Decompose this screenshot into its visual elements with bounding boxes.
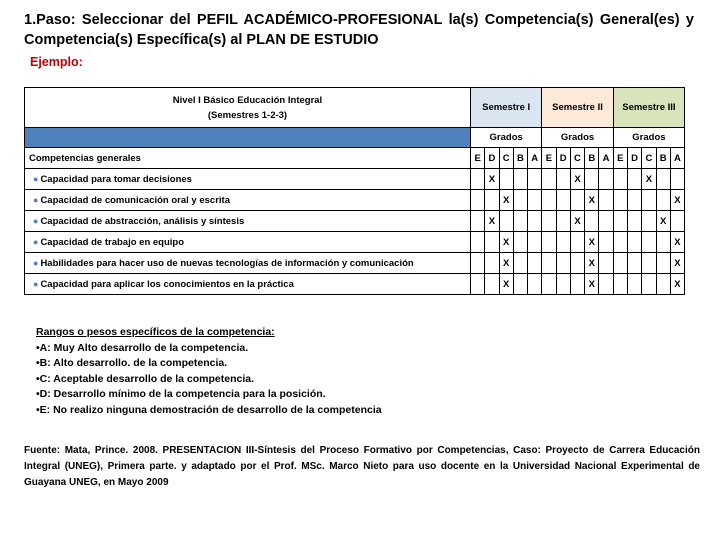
grade-mark-cell: X (670, 274, 684, 295)
range-item-c: •C: Aceptable desarrollo de la competencia. (36, 372, 255, 385)
semester-1-header: Semestre I (471, 88, 542, 128)
grade-letter: C (570, 148, 584, 169)
grade-mark-cell (613, 274, 627, 295)
grados-1: Grados (471, 128, 542, 148)
grade-mark-cell (513, 211, 527, 232)
grade-mark-cell (485, 274, 499, 295)
competency-label: Capacidad de abstracción, análisis y síntesis (40, 215, 245, 227)
grade-mark-cell: X (570, 211, 584, 232)
grade-mark-cell (471, 211, 485, 232)
grade-mark-cell (556, 190, 570, 211)
nivel-line-1: Nivel I Básico Educación Integral (172, 94, 323, 106)
grade-mark-cell (542, 190, 556, 211)
grade-mark-cell: X (585, 253, 599, 274)
grados-3: Grados (613, 128, 684, 148)
competency-row (25, 232, 685, 253)
grade-mark-cell (471, 190, 485, 211)
grade-mark-cell: X (570, 169, 584, 190)
grade-mark-cell (570, 274, 584, 295)
grade-mark-cell (556, 232, 570, 253)
grade-mark-cell: X (656, 211, 670, 232)
competency-row (25, 211, 685, 232)
grade-mark-cell (627, 190, 641, 211)
grade-letter: A (528, 148, 542, 169)
grade-mark-cell: X (485, 169, 499, 190)
grade-mark-cell: X (585, 190, 599, 211)
competency-row (25, 274, 685, 295)
grade-letter: E (542, 148, 556, 169)
competencies-table (24, 87, 685, 295)
grade-mark-cell (542, 211, 556, 232)
grade-mark-cell (585, 211, 599, 232)
grade-mark-cell (642, 253, 656, 274)
grade-mark-cell (485, 253, 499, 274)
range-item-d: •D: Desarrollo mínimo de la competencia para la posición. (36, 388, 326, 401)
grade-mark-cell (656, 274, 670, 295)
grade-mark-cell (613, 169, 627, 190)
grade-letter: D (485, 148, 499, 169)
competency-label-cell (25, 190, 471, 211)
competency-label-cell (25, 274, 471, 295)
grade-mark-cell (656, 169, 670, 190)
grade-mark-cell (542, 232, 556, 253)
nivel-line-2: (Semestres 1-2-3) (207, 109, 288, 121)
ranges-title: Rangos o pesos específicos de la competencia: (36, 326, 275, 338)
grade-mark-cell: X (499, 253, 513, 274)
grade-mark-cell (613, 211, 627, 232)
grade-mark-cell (570, 253, 584, 274)
grade-mark-cell (471, 169, 485, 190)
grade-mark-cell (513, 169, 527, 190)
bullet-icon: ● (33, 215, 39, 226)
source-citation: Fuente: Mata, Prince. 2008. PRESENTACION III-Síntesis del Proceso Formativo por Competencias, Caso: Proyecto de Carrera Educación Integral (UNEG), Primera parte. y adaptado por el Prof. MSc. Marco Nieto para uso docente en la Universidad Nacional Experimental de Guayana UNEG, en Mayo 2009 (24, 445, 700, 488)
grados-row (25, 128, 685, 148)
grade-mark-cell (613, 190, 627, 211)
grade-mark-cell (499, 169, 513, 190)
grade-mark-cell (627, 169, 641, 190)
grade-mark-cell (513, 232, 527, 253)
grade-mark-cell (613, 232, 627, 253)
grade-letter: C (499, 148, 513, 169)
competency-row (25, 253, 685, 274)
semester-3-header: Semestre III (613, 88, 684, 128)
grade-mark-cell: X (585, 232, 599, 253)
grade-mark-cell (599, 211, 613, 232)
semester-2-header: Semestre II (542, 88, 613, 128)
bullet-icon: ● (33, 173, 39, 184)
competency-row (25, 169, 685, 190)
grade-letter: D (627, 148, 641, 169)
grade-mark-cell (627, 232, 641, 253)
grade-letter: B (585, 148, 599, 169)
grade-mark-cell (599, 274, 613, 295)
bullet-icon: ● (33, 236, 39, 247)
grade-mark-cell: X (499, 274, 513, 295)
grade-mark-cell (670, 211, 684, 232)
range-item-b: •B: Alto desarrollo. de la competencia. (36, 357, 228, 370)
grade-mark-cell (642, 274, 656, 295)
grade-mark-cell (528, 211, 542, 232)
grade-mark-cell: X (485, 211, 499, 232)
grade-mark-cell (627, 253, 641, 274)
grade-mark-cell (528, 253, 542, 274)
competency-label: Capacidad de comunicación oral y escrita (40, 194, 230, 206)
grade-mark-cell: X (585, 274, 599, 295)
competency-label-cell (25, 253, 471, 274)
nivel-cell (25, 88, 471, 128)
competency-label-cell (25, 232, 471, 253)
grade-mark-cell (656, 232, 670, 253)
grade-mark-cell (513, 274, 527, 295)
competency-label-cell (25, 211, 471, 232)
competency-label-cell (25, 169, 471, 190)
grade-mark-cell: X (670, 253, 684, 274)
grade-letter: C (642, 148, 656, 169)
grade-letter: B (513, 148, 527, 169)
competency-label: Capacidad para tomar decisiones (40, 173, 192, 185)
grade-mark-cell (528, 274, 542, 295)
table-header-row (25, 88, 685, 128)
grade-mark-cell (599, 190, 613, 211)
step-heading: 1.Paso: Seleccionar del PEFIL ACADÉMICO-PROFESIONAL la(s) Competencia(s) General(es) y Competencia(s) Específica(s) al PLAN DE ESTUDIO (24, 12, 694, 48)
ranges-block (36, 325, 382, 419)
grade-letter: E (471, 148, 485, 169)
grade-mark-cell (542, 274, 556, 295)
grade-mark-cell (599, 253, 613, 274)
grade-letter: E (613, 148, 627, 169)
grade-mark-cell (485, 190, 499, 211)
competencias-generales-label: Competencias generales (25, 148, 471, 169)
grade-mark-cell (627, 274, 641, 295)
grade-mark-cell (513, 190, 527, 211)
grade-mark-cell (542, 169, 556, 190)
grade-mark-cell (513, 253, 527, 274)
grade-mark-cell (499, 211, 513, 232)
grade-mark-cell (528, 169, 542, 190)
grade-mark-cell (556, 211, 570, 232)
bullet-icon: ● (33, 257, 39, 268)
example-label: Ejemplo: (30, 55, 83, 69)
grade-letters-row (25, 148, 685, 169)
grados-2: Grados (542, 128, 613, 148)
grade-mark-cell (656, 190, 670, 211)
competency-label: Habilidades para hacer uso de nuevas tecnologías de información y comunicación (40, 257, 414, 269)
grade-mark-cell: X (670, 232, 684, 253)
grade-mark-cell (599, 169, 613, 190)
grade-mark-cell (613, 253, 627, 274)
grade-letter: B (656, 148, 670, 169)
grade-mark-cell (471, 274, 485, 295)
grade-mark-cell (642, 190, 656, 211)
grade-mark-cell (471, 232, 485, 253)
grade-mark-cell (528, 232, 542, 253)
grade-mark-cell (627, 211, 641, 232)
grade-mark-cell (570, 190, 584, 211)
grade-mark-cell: X (499, 190, 513, 211)
grade-mark-cell (642, 211, 656, 232)
bullet-icon: ● (33, 278, 39, 289)
competency-label: Capacidad de trabajo en equipo (40, 236, 185, 248)
grade-mark-cell: X (670, 190, 684, 211)
range-item-a: •A: Muy Alto desarrollo de la competencia. (36, 341, 249, 354)
grade-mark-cell: X (642, 169, 656, 190)
grade-mark-cell (542, 253, 556, 274)
grade-mark-cell (485, 232, 499, 253)
grade-letter: A (670, 148, 684, 169)
blue-band (25, 128, 471, 148)
grade-letter: A (599, 148, 613, 169)
competency-row (25, 190, 685, 211)
grade-mark-cell (642, 232, 656, 253)
grade-mark-cell (528, 190, 542, 211)
competency-label: Capacidad para aplicar los conocimientos en la práctica (40, 278, 294, 290)
grade-mark-cell (599, 232, 613, 253)
grade-mark-cell (570, 232, 584, 253)
grade-mark-cell (670, 169, 684, 190)
grade-mark-cell (585, 169, 599, 190)
grade-mark-cell: X (499, 232, 513, 253)
bullet-icon: ● (33, 194, 39, 205)
grade-mark-cell (556, 253, 570, 274)
grade-mark-cell (556, 274, 570, 295)
grade-mark-cell (471, 253, 485, 274)
grade-mark-cell (556, 169, 570, 190)
grade-mark-cell (656, 253, 670, 274)
grade-letter: D (556, 148, 570, 169)
range-item-e: •E: No realizo ninguna demostración de desarrollo de la competencia (36, 403, 382, 416)
